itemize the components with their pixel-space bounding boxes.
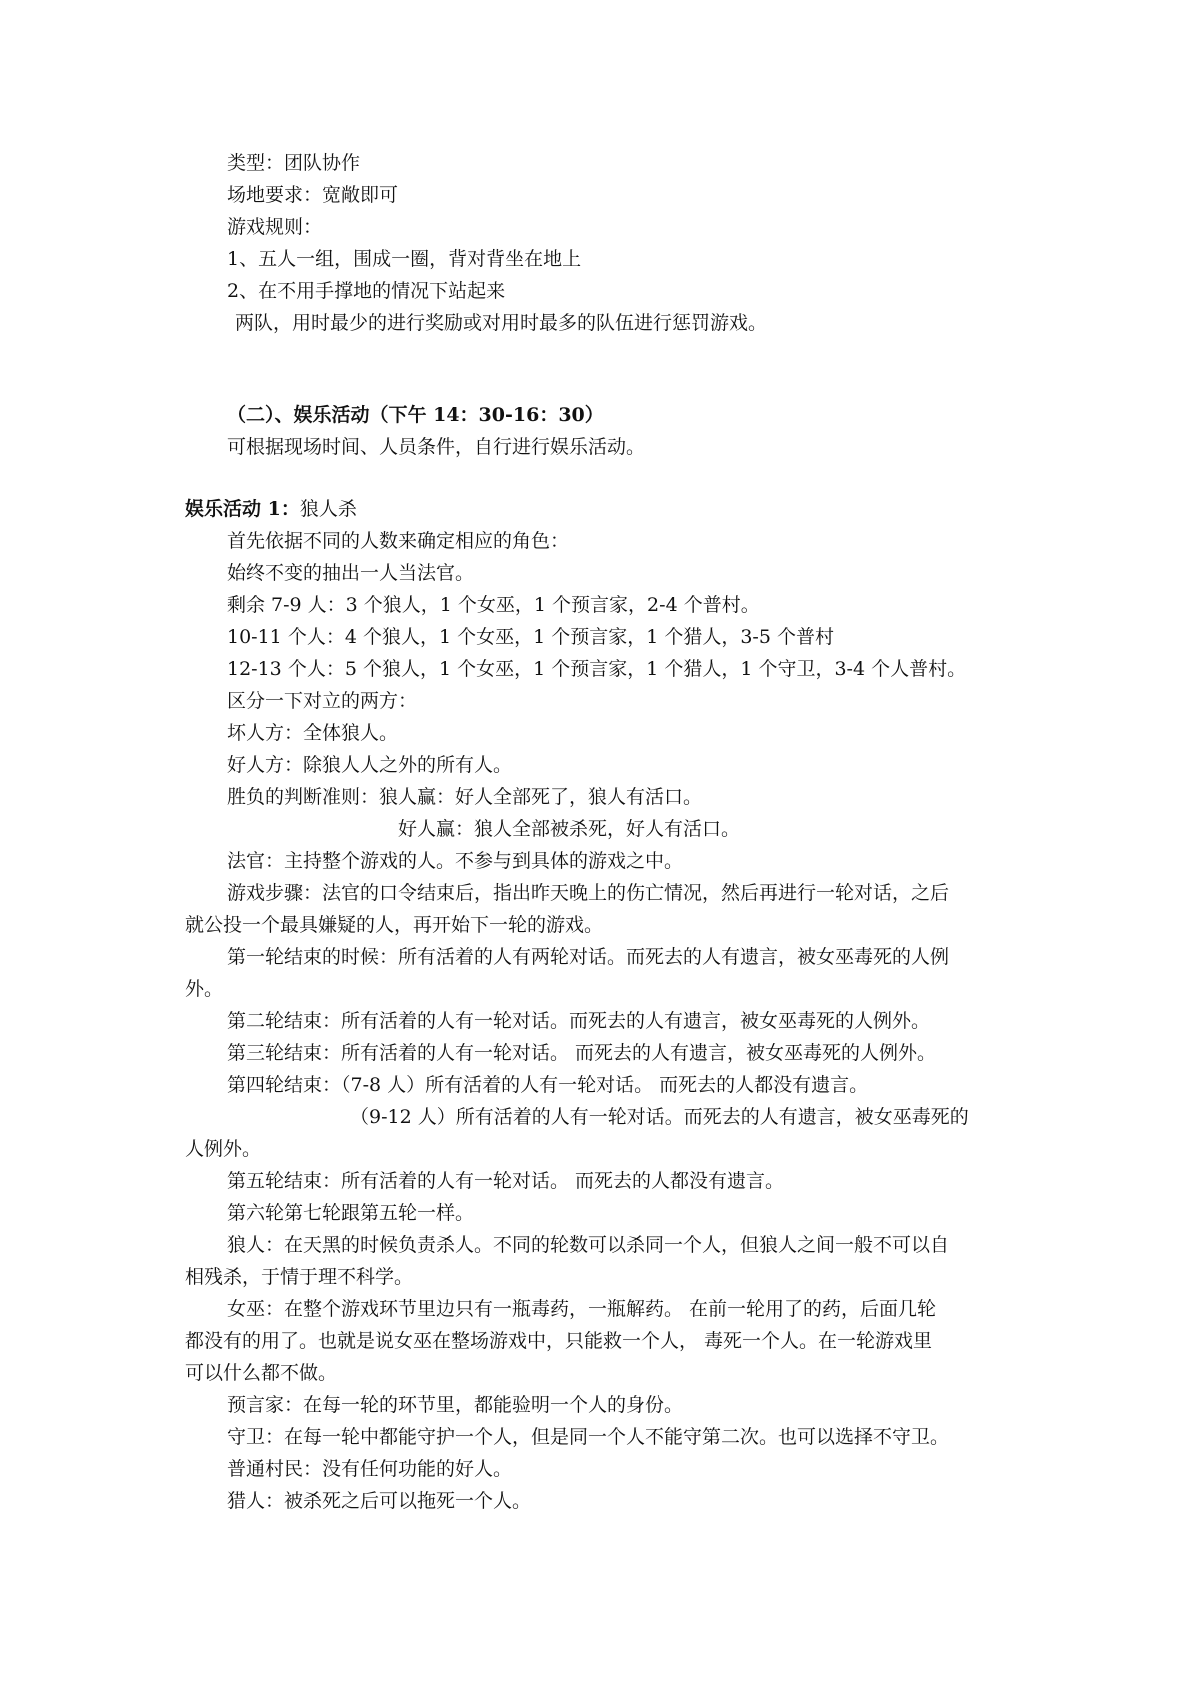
venue-line: 场地要求：宽敞即可	[227, 184, 399, 206]
rules-title: 游戏规则：	[227, 216, 323, 238]
paragraph-line: 第一轮结束的时候：所有活着的人有两轮对话。而死去的人有遗言，被女巫毒死的人例	[227, 946, 950, 968]
activity-heading-label: 娱乐活动 1：	[185, 498, 300, 520]
paragraph-line: 可以什么都不做。	[185, 1362, 338, 1384]
section-description: 可根据现场时间、人员条件，自行进行娱乐活动。	[227, 436, 646, 458]
paragraph-line: 猎人：被杀死之后可以拖死一个人。	[227, 1490, 532, 1512]
paragraph-line: 第五轮结束：所有活着的人有一轮对话。 而死去的人都没有遗言。	[227, 1170, 785, 1192]
paragraph-line: 就公投一个最具嫌疑的人，再开始下一轮的游戏。	[185, 914, 604, 936]
paragraph-line: 法官：主持整个游戏的人。不参与到具体的游戏之中。	[227, 850, 684, 872]
paragraph-line: 胜负的判断准则：狼人赢：好人全部死了，狼人有活口。	[227, 786, 703, 808]
type-line: 类型：团队协作	[227, 152, 361, 174]
rule-note: 两队，用时最少的进行奖励或对用时最多的队伍进行惩罚游戏。	[235, 312, 768, 334]
paragraph-line: 都没有的用了。也就是说女巫在整场游戏中，只能救一个人， 毒死一个人。在一轮游戏里	[185, 1330, 933, 1352]
rule-item-1: 1、五人一组，围成一圈，背对背坐在地上	[227, 248, 582, 270]
paragraph-line: 人例外。	[185, 1138, 262, 1160]
paragraph-line: 普通村民：没有任何功能的好人。	[227, 1458, 513, 1480]
paragraph-line: 第四轮结束：（7-8 人）所有活着的人有一轮对话。 而死去的人都没有遗言。	[227, 1074, 869, 1096]
rule-item-2: 2、在不用手撑地的情况下站起来	[227, 280, 506, 302]
paragraph-line: 10-11 个人：4 个狼人，1 个女巫，1 个预言家，1 个猎人，3-5 个普村	[227, 626, 834, 648]
paragraph-line: 预言家：在每一轮的环节里，都能验明一个人的身份。	[227, 1394, 684, 1416]
paragraph-line: 狼人：在天黑的时候负责杀人。不同的轮数可以杀同一个人，但狼人之间一般不可以自	[227, 1234, 950, 1256]
paragraph-line: 好人赢：狼人全部被杀死，好人有活口。	[398, 818, 741, 840]
paragraph-line: 始终不变的抽出一人当法官。	[227, 562, 475, 584]
paragraph-line: 游戏步骤：法官的口令结束后，指出昨天晚上的伤亡情况，然后再进行一轮对话，之后	[227, 882, 950, 904]
activity-heading	[185, 493, 357, 525]
paragraph-line: 坏人方：全体狼人。	[227, 722, 399, 744]
paragraph-line: 区分一下对立的两方：	[227, 690, 418, 712]
paragraph-line: 相残杀，于情于理不科学。	[185, 1266, 414, 1288]
paragraph-line: 首先依据不同的人数来确定相应的角色：	[227, 530, 570, 552]
paragraph-line: 第二轮结束：所有活着的人有一轮对话。而死去的人有遗言，被女巫毒死的人例外。	[227, 1010, 931, 1032]
paragraph-line: 守卫：在每一轮中都能守护一个人，但是同一个人不能守第二次。也可以选择不守卫。	[227, 1426, 950, 1448]
paragraph-line: 外。	[185, 978, 224, 1000]
paragraph-line: （9-12 人）所有活着的人有一轮对话。而死去的人有遗言，被女巫毒死的	[350, 1106, 969, 1128]
activity-heading-name: 狼人杀	[299, 498, 357, 520]
paragraph-line: 12-13 个人：5 个狼人，1 个女巫，1 个预言家，1 个猎人，1 个守卫，3-4 个人普村。	[227, 658, 967, 680]
section-heading-entertainment: （二）、娱乐活动（下午 14：30-16：30）	[227, 404, 604, 426]
paragraph-line: 剩余 7-9 人：3 个狼人，1 个女巫，1 个预言家，2-4 个普村。	[227, 594, 760, 616]
paragraph-line: 好人方：除狼人人之外的所有人。	[227, 754, 513, 776]
paragraph-line: 女巫：在整个游戏环节里边只有一瓶毒药，一瓶解药。 在前一轮用了的药，后面几轮	[227, 1298, 937, 1320]
paragraph-line: 第六轮第七轮跟第五轮一样。	[227, 1202, 475, 1224]
paragraph-line: 第三轮结束：所有活着的人有一轮对话。 而死去的人有遗言，被女巫毒死的人例外。	[227, 1042, 937, 1064]
